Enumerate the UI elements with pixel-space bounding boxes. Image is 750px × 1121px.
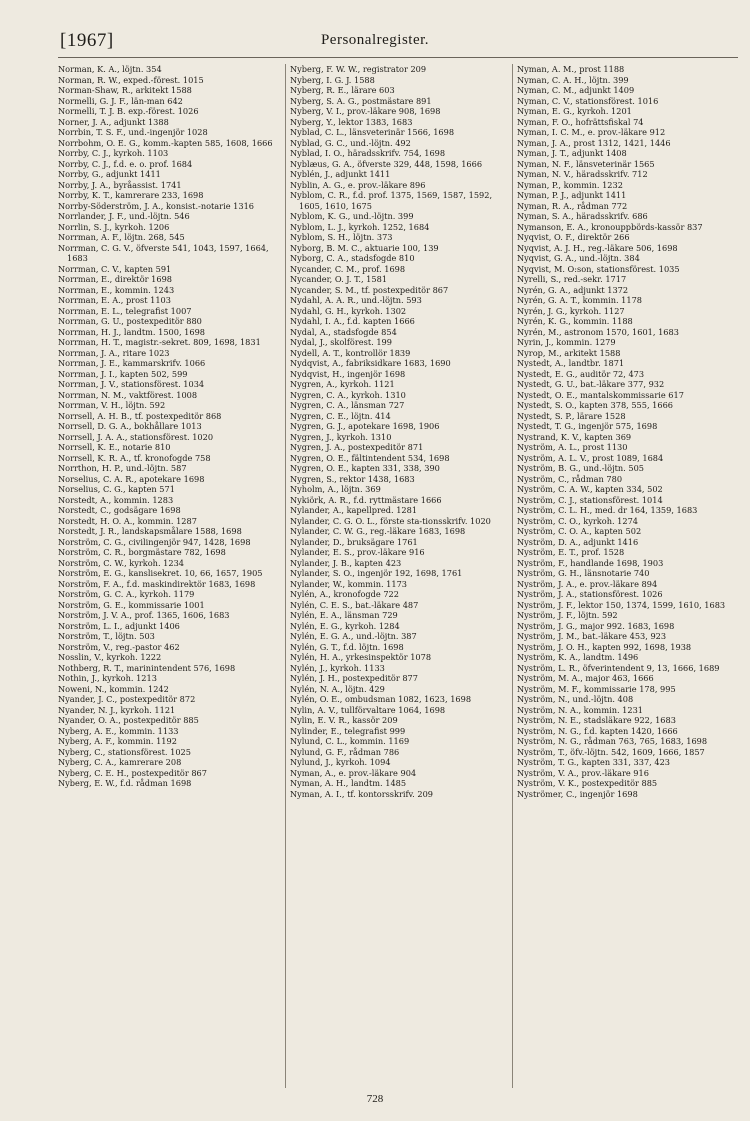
- register-entry: Norrman, V. H., löjtn. 592: [58, 400, 166, 410]
- register-entry: Norrman, H. T., magistr.-sekret. 809, 1698, 1831: [58, 337, 261, 347]
- register-entry: Norrby-Söderström, J. A., konsist.-notarie 1316: [58, 200, 255, 211]
- register-entry: Nyström, N. G., rådman 763, 765, 1683, 1698: [517, 736, 708, 746]
- register-entry: Norström, L. I., adjunkt 1406: [58, 620, 180, 631]
- register-entry: Nystedt, O. E., mantalskommissarie 617: [517, 389, 684, 400]
- register-entry: Nyblin, A. G., e. prov.-läkare 896: [290, 179, 426, 190]
- register-entry: Nyman, J. T., adjunkt 1408: [517, 148, 627, 158]
- register-entry: Nylander, E. S., prov.-läkare 916: [290, 547, 425, 557]
- register-column-middle: [285, 64, 512, 1088]
- register-entry: Nyberg, A. F., kommin. 1192: [58, 736, 177, 746]
- register-entry: Nyberg, E. W., f.d. rådman 1698: [58, 778, 192, 788]
- register-entry: Nydqvist, A., fabriksidkare 1683, 1690: [290, 358, 451, 368]
- register-entry: Nyström, C. J., stationsförest. 1014: [517, 494, 663, 505]
- register-entry: Nosslin, V., kyrkoh. 1222: [58, 652, 162, 662]
- register-column-left: [58, 64, 285, 1088]
- register-entry: Nyman, A. M., prost 1188: [517, 64, 625, 74]
- register-entry: Norrby, C. J., f.d. e. o. prof. 1684: [58, 158, 193, 169]
- register-entry: Norrby, J. A., byråassist. 1741: [58, 179, 182, 190]
- register-entry: Norström, G. E., kommissarie 1001: [58, 599, 205, 610]
- register-entry: Norselius, C. G., kapten 571: [58, 484, 175, 494]
- register-entry: Nyström, J. A., stationsförest. 1026: [517, 589, 663, 599]
- register-entry: Norrby, K. T., kamrerare 233, 1698: [58, 190, 204, 200]
- register-entry: Nyqvist, G. A., und.-löjtn. 384: [517, 253, 640, 263]
- register-entry: Normelli, T. J. B. exp.-förest. 1026: [58, 106, 199, 116]
- register-entry: Nydahl, I. A., f.d. kapten 1666: [290, 316, 415, 326]
- register-entry: Nydell, A. T., kontrollör 1839: [290, 347, 411, 358]
- register-entry: Norrman, E. L., telegrafist 1007: [58, 305, 192, 316]
- register-entry: Nyström, J. A., e. prov.-läkare 894: [517, 578, 658, 589]
- register-entry: Nydahl, G. H., kyrkoh. 1302: [290, 305, 407, 316]
- register-entry: Nycander, S. M., tf. postexpeditör 867: [290, 284, 449, 295]
- register-entry: Norstedt, C., godsägare 1698: [58, 505, 181, 515]
- register-entry: Norström, V., reg.-pastor 462: [58, 641, 180, 652]
- register-entry: Nyqvist, A. J. H., reg.-läkare 506, 1698: [517, 242, 678, 253]
- register-entry: Nyström, G. H., länsnotarie 740: [517, 568, 650, 578]
- register-entry: Noweni, N., kommin. 1242: [58, 683, 169, 694]
- register-entry: Nyman, J. A., prost 1312, 1421, 1446: [517, 137, 671, 148]
- register-entry: Nylund, J., kyrkoh. 1094: [290, 757, 391, 767]
- register-entry: Norrlander, J. F., und.-löjtn. 546: [58, 211, 190, 221]
- register-entry: Nyström, J. F., lektor 150, 1374, 1599, 1610, 1683: [517, 599, 726, 610]
- register-entry: Nyblom, S. H., löjtn. 373: [290, 232, 393, 242]
- register-entry: Nyblæus, G. A., öfverste 329, 448, 1598, 1666: [290, 158, 483, 169]
- register-entry: Nothin, J., kyrkoh. 1213: [58, 673, 157, 683]
- register-entry: Nyborg, C. A., stadsfogde 810: [290, 253, 415, 263]
- register-entry: Nystedt, E. G., auditör 72, 473: [517, 368, 645, 379]
- register-entry: Nyström, T., öfv.-löjtn. 542, 1609, 1666, 1857: [517, 746, 705, 757]
- register-entry: Nystedt, S. O., kapten 378, 555, 1666: [517, 400, 674, 410]
- register-entry: Nyblom, L. J., kyrkoh. 1252, 1684: [290, 221, 430, 232]
- register-entry: Nyström, J. F., löjtn. 592: [517, 610, 618, 620]
- register-entry: Nyberg, C. E. H., postexpeditör 867: [58, 767, 207, 778]
- register-entry: Nyqvist, M. O:son, stationsförest. 1035: [517, 263, 680, 274]
- register-entry: Nyqvist, O. F., direktör 266: [517, 232, 630, 242]
- register-entry: Nycander, C. M., prof. 1698: [290, 263, 406, 274]
- register-entry: Nylén, O. E., ombudsman 1082, 1623, 1698: [290, 694, 472, 704]
- register-entry: Nyander, N. J., kyrkoh. 1121: [58, 704, 176, 715]
- register-entry: Nygren, C. A., kyrkoh. 1310: [290, 389, 406, 400]
- register-entry: Nyström, A. L. V., prost 1089, 1684: [517, 452, 664, 463]
- register-entry: Norrman, H. J., landtm. 1500, 1698: [58, 326, 205, 337]
- register-entry: Nyrén, J. G., kyrkoh. 1127: [517, 305, 625, 316]
- register-entry: Nygren, J., kyrkoh. 1310: [290, 431, 392, 442]
- register-entry: Nyman, P. J., adjunkt 1411: [517, 190, 627, 200]
- register-entry: Nyman, F. O., hofrättsfiskal 74: [517, 116, 644, 127]
- register-entry: Nyblad, I. O., häradsskrifv. 754, 1698: [290, 148, 446, 158]
- register-entry: Nyström, L. R., öfverintendent 9, 13, 1666, 1689: [517, 662, 720, 673]
- register-entry: Nylén, E. A., länsman 729: [290, 610, 398, 620]
- register-entry: Norrman, C. G. V., öfverste 541, 1043, 1597, 1664, 1683: [58, 242, 269, 263]
- register-entry: Nyblom, K. G., und.-löjtn. 399: [290, 211, 414, 221]
- register-entry: Norrman, E., kommin. 1243: [58, 284, 175, 295]
- register-entry: Nyberg, C., stationsförest. 1025: [58, 746, 191, 757]
- register-entry: Nyrén, G. A. T., kommin. 1178: [517, 295, 643, 305]
- register-entry: Nyman, E. G., kyrkoh. 1201: [517, 106, 632, 116]
- register-entry: Nyman, A. I., tf. kontorsskrifv. 209: [290, 788, 434, 799]
- register-entry: Nyström, C. O. A., kapten 502: [517, 526, 642, 536]
- register-entry: Nyström, T. G., kapten 331, 337, 423: [517, 757, 670, 767]
- register-entry: Nyrop, M., arkitekt 1588: [517, 347, 621, 358]
- register-entry: Nylén, E. G. A., und.-löjtn. 387: [290, 631, 417, 641]
- register-entry: Nyrén, M., astronom 1570, 1601, 1683: [517, 326, 679, 337]
- register-entry: Norrsell, A. H. B., tf. postexpeditör 868: [58, 410, 222, 421]
- register-entry: Nygren, C. E., löjtn. 414: [290, 410, 391, 421]
- register-entry: Nyman, P., kommin. 1232: [517, 179, 623, 190]
- register-entry: Nyander, O. A., postexpeditör 885: [58, 715, 199, 725]
- register-entry: Nyström, J. G., major 992. 1683, 1698: [517, 620, 675, 631]
- register-entry: Nystedt, S. P., lärare 1528: [517, 410, 626, 421]
- register-entry: Nyström, N. G., f.d. kapten 1420, 1666: [517, 725, 678, 736]
- register-column-right: [512, 64, 739, 1088]
- register-entry: Nothberg, R. T., marinintendent 576, 1698: [58, 662, 236, 673]
- register-entry: Nyman, C. A. H., löjtn. 399: [517, 74, 629, 85]
- register-entry: Nygren, O. E., fältintendent 534, 1698: [290, 452, 450, 463]
- register-entry: Norrman, E., direktör 1698: [58, 274, 172, 284]
- register-entry: Nylander, D., bruksägare 1761: [290, 536, 418, 547]
- register-entry: Norström, G. C. A., kyrkoh. 1179: [58, 589, 195, 599]
- register-entry: Nyman, R. A., rådman 772: [517, 200, 628, 211]
- register-entry: Norrman, J. A., ritare 1023: [58, 347, 170, 358]
- register-entry: Nyström, B. G., und.-löjtn. 505: [517, 463, 645, 473]
- register-entry: Nylund, C. L., kommin. 1169: [290, 736, 410, 746]
- register-entry: Nyander, J. C., postexpeditör 872: [58, 694, 196, 704]
- page-number: [1967]: [60, 30, 114, 51]
- register-entry: Norner, J. A., adjunkt 1388: [58, 116, 169, 127]
- register-entry: Nyström, C., rådman 780: [517, 473, 623, 484]
- register-entry: Nyström, N. E., stadsläkare 922, 1683: [517, 715, 676, 725]
- register-entry: Nystedt, T. G., ingenjör 575, 1698: [517, 421, 658, 431]
- register-entry: Nylander, J. B., kapten 423: [290, 557, 402, 568]
- register-entry: Nyström, C. L. H., med. dr 164, 1359, 1683: [517, 505, 698, 515]
- register-entry: Norstedt, J. R., landskapsmålare 1588, 1698: [58, 526, 242, 536]
- register-entry: Nyström, D. A., adjunkt 1416: [517, 536, 639, 547]
- register-entry: Nylén, N. A., löjtn. 429: [290, 683, 385, 694]
- register-entry: Nyström, V. K., postexpeditör 885: [517, 778, 658, 788]
- register-entry: Nylin, E. V. R., kassör 209: [290, 715, 398, 725]
- header-rule: [58, 57, 738, 58]
- register-entry: Nyström, M. F., kommissarie 178, 995: [517, 683, 676, 694]
- page-footer-number: 728: [366, 1093, 384, 1105]
- register-entry: Nyberg, V. I., prov.-läkare 908, 1698: [290, 106, 441, 116]
- register-entry: Norrman, E. A., prost 1103: [58, 295, 171, 305]
- register-entry: Nyström, E. T., prof. 1528: [517, 547, 625, 557]
- register-entry: Norrman, C. V., kapten 591: [58, 263, 172, 274]
- register-entry: Nycander, O. J. T., 1581: [290, 274, 388, 284]
- register-entry: Nyberg, S. A. G., postmästare 891: [290, 95, 432, 106]
- register-entry: Nystedt, A., landtbr. 1871: [517, 358, 625, 368]
- register-entry: Nyborg, B. M. C., aktuarie 100, 139: [290, 242, 439, 253]
- register-entry: Nyström, C. O., kyrkoh. 1274: [517, 515, 639, 526]
- register-entry: Nyman, N. F., länsveterinär 1565: [517, 158, 655, 169]
- register-entry: Nyström, C. A. W., kapten 334, 502: [517, 484, 663, 494]
- register-entry: Nyman, A. H., landtm. 1485: [290, 778, 407, 788]
- register-entry: Nyblom, C. R., f.d. prof. 1375, 1569, 1587, 1592, 1605, 1610, 1675: [290, 190, 493, 211]
- register-entry: Nyström, A. L., prost 1130: [517, 442, 628, 452]
- register-entry: Nygren, O. E., kapten 331, 338, 390: [290, 463, 440, 473]
- register-entry: Norrbin, T. S. F., und.-ingenjör 1028: [58, 127, 208, 137]
- register-entry: Nyrin, J., kommin. 1279: [517, 337, 616, 347]
- register-entry: Norman, K. A., löjtn. 354: [58, 64, 162, 74]
- register-entry: Nylén, G. T., f.d. löjtn. 1698: [290, 641, 404, 652]
- register-entry: Nylander, S. O., ingenjör 192, 1698, 1761: [290, 568, 463, 578]
- register-entry: Norrlin, S. J., kyrkoh. 1206: [58, 221, 170, 232]
- register-entry: Nyman, I. C. M., e. prov.-läkare 912: [517, 127, 666, 137]
- register-entry: Nylander, C. W. G., reg.-läkare 1683, 1698: [290, 526, 466, 536]
- register-entry: Norselius, C. A. R., apotekare 1698: [58, 473, 205, 484]
- register-entry: Nylén, H. A., yrkesinspektör 1078: [290, 652, 432, 662]
- register-entry: Nydahl, A. A. R., und.-löjtn. 593: [290, 295, 422, 305]
- register-entry: Norrman, J. I., kapten 502, 599: [58, 368, 188, 379]
- register-entry: Nydqvist, H., ingenjör 1698: [290, 368, 406, 379]
- register-entry: Nyblad, G. C., und.-löjtn. 492: [290, 137, 411, 148]
- register-entry: Nyström, J. O. H., kapten 992, 1698, 1938: [517, 641, 692, 652]
- register-entry: Nykiörk, A. R., f.d. ryttmästare 1666: [290, 494, 442, 505]
- register-entry: Nylin, A. V., tullförvaltare 1064, 1698: [290, 704, 446, 715]
- register-entry: Norman-Shaw, R., arkitekt 1588: [58, 85, 192, 95]
- register-entry: Nylander, A., kapellpred. 1281: [290, 505, 418, 515]
- register-entry: Nyman, S. A., häradsskrifv. 686: [517, 211, 648, 221]
- page-title: Personalregister.: [320, 32, 430, 48]
- register-entry: Nylén, E. G., kyrkoh. 1284: [290, 620, 400, 631]
- register-entry: Norström, C. R., borgmästare 782, 1698: [58, 547, 226, 557]
- register-entry: Norman, R. W., exped.-förest. 1015: [58, 74, 204, 85]
- register-entry: Nyholm, A., löjtn. 369: [290, 484, 381, 494]
- register-entry: Norstedt, H. O. A., kommin. 1287: [58, 515, 197, 526]
- register-entry: Norström, J. V. A., prof. 1365, 1606, 1683: [58, 610, 230, 620]
- register-entry: Nyblad, C. L., länsveterinär 1566, 1698: [290, 127, 455, 137]
- register-entry: Norrbohm, O. E. G., komm.-kapten 585, 1608, 1666: [58, 137, 273, 148]
- register-entry: Norrthon, H. P., und.-löjtn. 587: [58, 463, 187, 473]
- register-entry: Normelli, G. J. F., län-man 642: [58, 95, 183, 106]
- register-entry: Nyberg, Y., lektor 1383, 1683: [290, 116, 413, 127]
- register-entry: Nyström, M. A., major 463, 1666: [517, 673, 654, 683]
- register-entry: Nyrelli, S., red.-sekr. 1717: [517, 274, 627, 284]
- register-entry: Norrby, C. J., kyrkoh. 1103: [58, 148, 169, 158]
- register-entry: Norstedt, A., kommin. 1283: [58, 494, 174, 505]
- register-entry: Norström, C. G., civilingenjör 947, 1428, 1698: [58, 536, 251, 547]
- register-entry: Nyrén, K. G., kommin. 1188: [517, 316, 633, 326]
- register-entry: Nyström, V. A., prov.-läkare 916: [517, 767, 649, 778]
- register-entry: Nygren, G. J., apotekare 1698, 1906: [290, 421, 440, 431]
- register-entry: Nygren, A., kyrkoh. 1121: [290, 379, 395, 389]
- register-entry: Nystrand, K. V., kapten 369: [517, 431, 632, 442]
- register-entry: Nyblén, J., adjunkt 1411: [290, 169, 391, 179]
- register-entry: Nyman, C. M., adjunkt 1409: [517, 85, 635, 95]
- register-entry: Nylén, C. E. S., bat.-läkare 487: [290, 599, 419, 610]
- register-entry: Nydal, J., skolförest. 199: [290, 337, 392, 347]
- register-entry: Nyman, A., e. prov.-läkare 904: [290, 767, 417, 778]
- register-entry: Norström, C. W., kyrkoh. 1234: [58, 557, 184, 568]
- register-entry: Nyberg, A. E., kommin. 1133: [58, 725, 179, 736]
- register-entry: Nygren, S., rektor 1438, 1683: [290, 473, 415, 484]
- register-entry: Norström, F. A., f.d. maskindirektör 1683, 1698: [58, 578, 256, 589]
- register-entry: Nylander, C. G. O. L., förste sta-tionsskrifv. 1020: [290, 515, 491, 526]
- register-entry: Nygren, J. A., postexpeditör 871: [290, 442, 424, 452]
- register-entry: Nymanson, E. A., kronouppbörds-kassör 837: [517, 221, 703, 232]
- register-entry: Nydal, A., stadsfogde 854: [290, 326, 397, 337]
- register-entry: Norrsell, K. E., notarie 810: [58, 442, 171, 452]
- register-entry: Norrman, A. F., löjtn. 268, 545: [58, 232, 185, 242]
- register-entry: Nylén, A., kronofogde 722: [290, 589, 399, 599]
- register-entry: Nylund, G. F., rådman 786: [290, 746, 400, 757]
- register-entry: Norrsell, K. R. A., tf. kronofogde 758: [58, 452, 211, 463]
- register-entry: Nylinder, E., telegrafist 999: [290, 725, 406, 736]
- register-entry: Nyberg, I. G. J. 1588: [290, 74, 375, 85]
- register-entry: Nylén, J., kyrkoh. 1133: [290, 662, 385, 673]
- register-columns: [58, 64, 740, 1088]
- register-entry: Nyman, N. V., häradsskrifv. 712: [517, 169, 648, 179]
- register-entry: Norström, E. G., kanslisekret. 10, 66, 1657, 1905: [58, 568, 263, 578]
- register-entry: Norrman, J. V., stationsförest. 1034: [58, 379, 205, 389]
- register-entry: Nyström, N. A., kommin. 1231: [517, 704, 644, 715]
- register-entry: Nylander, W., kommin. 1173: [290, 578, 408, 589]
- register-entry: Norrman, J. E., kammarskrifv. 1066: [58, 358, 206, 368]
- register-entry: Nyströmer, C., ingenjör 1698: [517, 788, 638, 799]
- register-entry: Norrby, G., adjunkt 1411: [58, 169, 161, 179]
- register-entry: Nyström, F., handlande 1698, 1903: [517, 557, 664, 568]
- register-entry: Nyström, K. A., landtm. 1496: [517, 652, 639, 662]
- register-entry: Norrsell, D. G. A., bokhållare 1013: [58, 421, 202, 431]
- register-entry: Nyström, N., und.-löjtn. 408: [517, 694, 634, 704]
- register-entry: Nyberg, R. E., lärare 603: [290, 85, 395, 95]
- register-entry: Norrman, G. U., postexpeditör 880: [58, 316, 202, 326]
- register-entry: Nyrén, G. A., adjunkt 1372: [517, 284, 629, 295]
- register-entry: Nyström, J. M., bat.-läkare 453, 923: [517, 631, 667, 641]
- register-entry: Norrsell, J. A. A., stationsförest. 1020: [58, 431, 214, 442]
- register-entry: Norrman, N. M., vaktförest. 1008: [58, 389, 198, 400]
- register-entry: Nyman, C. V., stationsförest. 1016: [517, 95, 659, 106]
- register-entry: Nystedt, G. U., bat.-läkare 377, 932: [517, 379, 665, 389]
- register-entry: Nyberg, F. W. W., registrator 209: [290, 64, 427, 74]
- register-entry: Norström, T., löjtn. 503: [58, 631, 155, 641]
- register-entry: Nylén, J. H., postexpeditör 877: [290, 673, 418, 683]
- register-entry: Nygren, C. A., länsman 727: [290, 400, 405, 410]
- register-entry: Nyberg, C. A., kamrerare 208: [58, 757, 182, 767]
